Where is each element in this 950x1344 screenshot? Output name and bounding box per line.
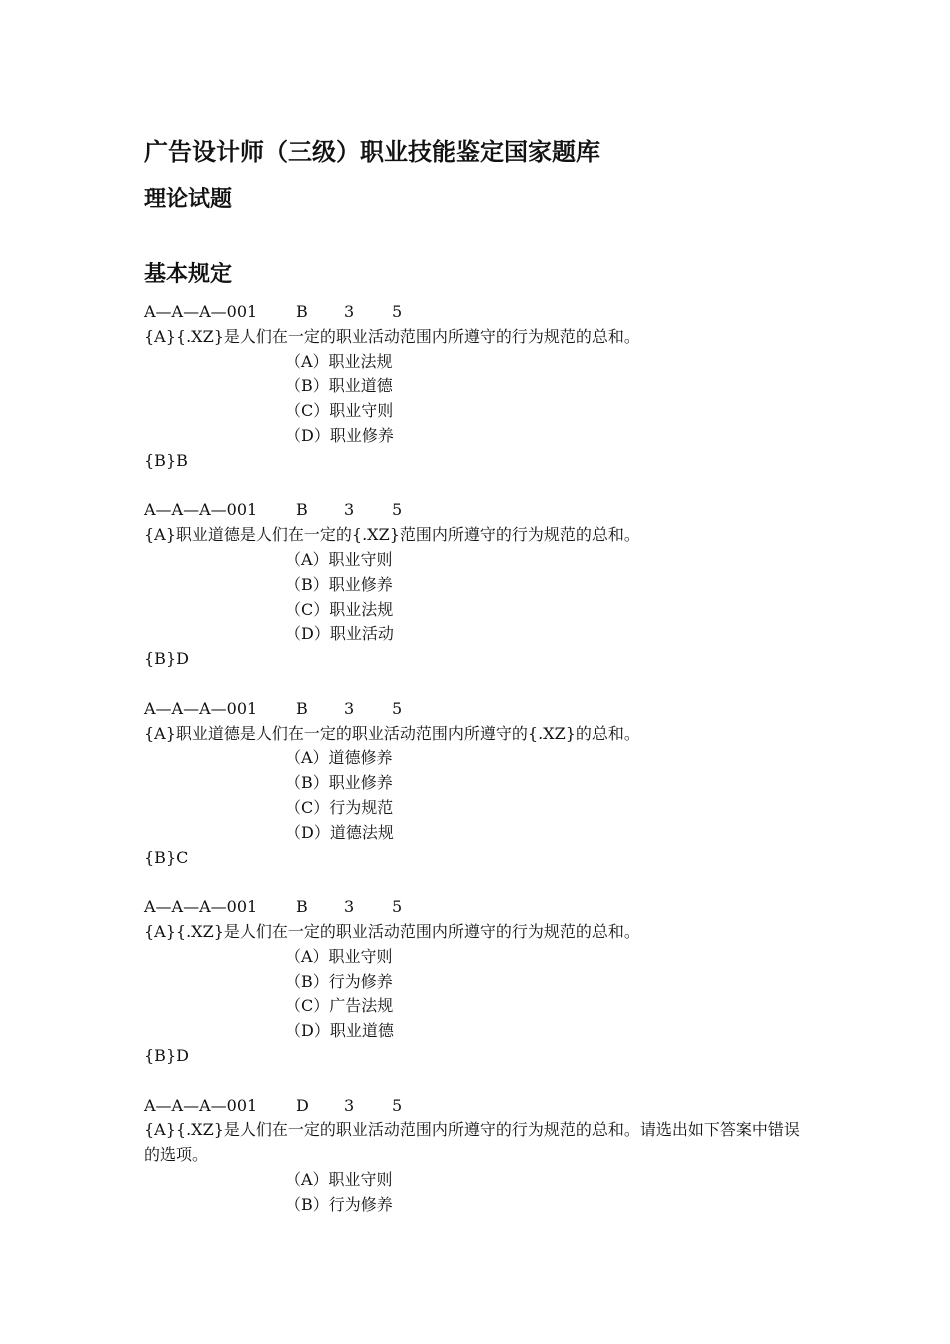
question-difficulty: B — [296, 698, 308, 718]
question-difficulty: D — [296, 1095, 309, 1115]
question-points: 5 — [392, 897, 403, 917]
question-option: （D）职业修养 — [285, 425, 394, 445]
question-answer: {B}B — [144, 450, 188, 470]
question-code: A—A—A—001 — [144, 500, 258, 520]
question-code-row — [144, 697, 814, 722]
question-code-row — [144, 895, 814, 920]
question-code: A—A—A—001 — [144, 1095, 258, 1115]
question-list — [144, 300, 814, 1242]
question-code-row — [144, 498, 814, 523]
question-option: （D）职业道德 — [285, 1021, 394, 1041]
question-code: A—A—A—001 — [144, 698, 258, 718]
question-option: （C）行为规范 — [285, 797, 394, 817]
question-option: （A）职业守则 — [285, 549, 393, 569]
question-item — [144, 498, 814, 672]
question-difficulty: B — [296, 302, 308, 321]
question-points: 5 — [392, 698, 403, 718]
question-option: （B）行为修养 — [285, 971, 393, 991]
question-option: （D）职业活动 — [285, 624, 394, 644]
question-option: （B）职业道德 — [285, 376, 393, 396]
question-difficulty: B — [296, 897, 308, 917]
question-code: A—A—A—001 — [144, 897, 258, 917]
question-item — [144, 895, 814, 1069]
question-level: 3 — [344, 302, 355, 321]
question-option: （A）职业守则 — [285, 946, 393, 966]
question-option: （D）道德法规 — [285, 822, 394, 842]
question-option: （A）道德修养 — [285, 748, 393, 768]
question-level: 3 — [344, 500, 355, 520]
question-level: 3 — [344, 897, 355, 917]
question-difficulty: B — [296, 500, 308, 520]
question-item — [144, 1094, 814, 1218]
question-points: 5 — [392, 302, 403, 321]
question-option: （B）职业修养 — [285, 574, 393, 594]
question-option: （C）广告法规 — [285, 996, 394, 1016]
page-subtitle: 理论试题 — [144, 187, 233, 212]
question-stem: {A}{.XZ}是人们在一定的职业活动范围内所遵守的行为规范的总和。请选出如下答案中错误的选项。 — [144, 1120, 800, 1165]
question-stem: {A}职业道德是人们在一定的职业活动范围内所遵守的{.XZ}的总和。 — [144, 723, 640, 743]
question-answer: {B}D — [144, 649, 189, 669]
question-option: （C）职业法规 — [285, 599, 394, 619]
section-heading: 基本规定 — [144, 262, 233, 287]
page-title: 广告设计师（三级）职业技能鉴定国家题库 — [144, 138, 600, 166]
question-item — [144, 300, 814, 474]
question-points: 5 — [392, 500, 403, 520]
question-option: （B）职业修养 — [285, 773, 393, 793]
question-item — [144, 697, 814, 871]
question-option: （A）职业法规 — [285, 351, 393, 371]
question-option: （B）行为修养 — [285, 1194, 393, 1214]
question-level: 3 — [344, 698, 355, 718]
question-points: 5 — [392, 1095, 403, 1115]
question-level: 3 — [344, 1095, 355, 1115]
question-option: （A）职业守则 — [285, 1169, 393, 1189]
question-code: A—A—A—001 — [144, 302, 258, 321]
question-stem: {A}{.XZ}是人们在一定的职业活动范围内所遵守的行为规范的总和。 — [144, 921, 640, 941]
question-answer: {B}C — [144, 847, 189, 867]
question-stem: {A}{.XZ}是人们在一定的职业活动范围内所遵守的行为规范的总和。 — [144, 326, 640, 346]
question-code-row — [144, 1094, 814, 1119]
question-code-row — [144, 300, 814, 325]
question-stem: {A}职业道德是人们在一定的{.XZ}范围内所遵守的行为规范的总和。 — [144, 525, 640, 545]
question-option: （C）职业守则 — [285, 401, 394, 421]
question-answer: {B}D — [144, 1045, 189, 1065]
